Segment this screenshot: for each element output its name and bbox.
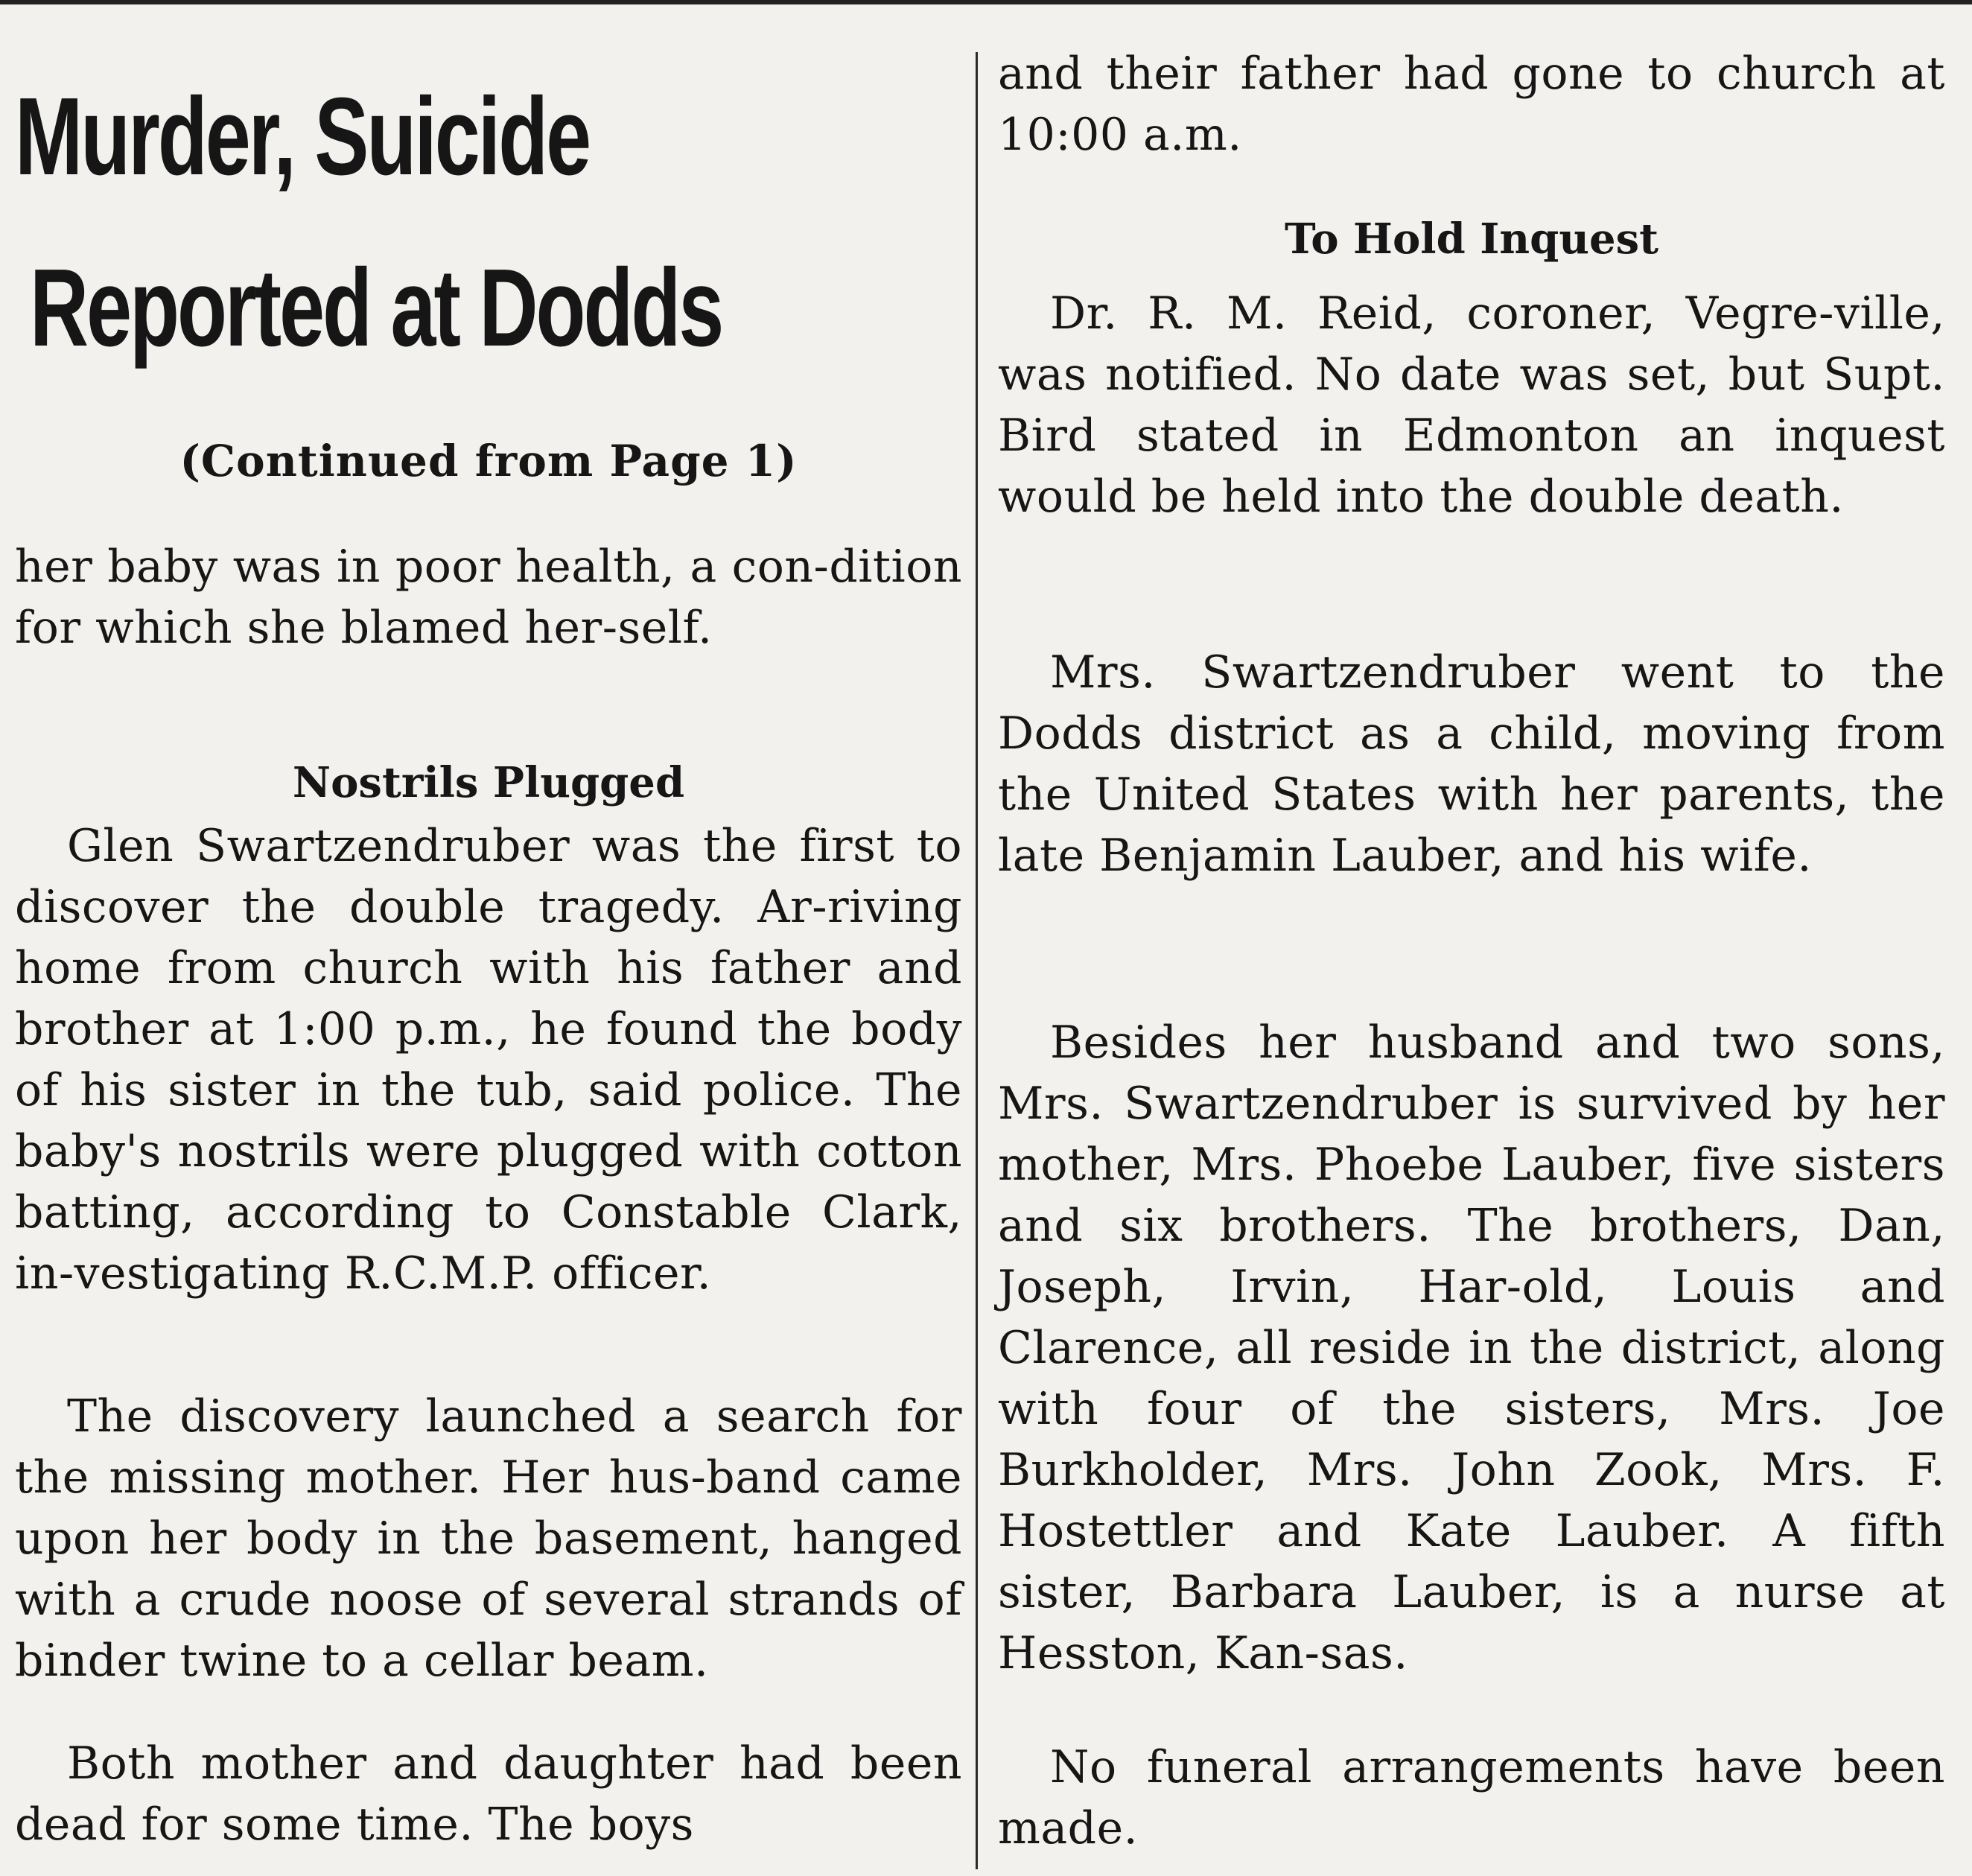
paragraph-survivors: Besides her husband and two sons, Mrs. Swartzendruber is survived by her mother, Mrs. Phoebe Lauber, five sisters and six brothers. The brothers, Dan, Joseph, Irvin, Har-old, Louis and Clarence, all reside in the district, along with four of the sisters, Mrs. Joe Burkholder, Mrs. John Zook, Mrs. F. Hostettler and Kate Lauber. A fifth sister, Barbara Lauber, is a nurse at Hesston, Kan-sas.	[998, 1017, 1945, 1679]
headline-line-1: Murder, Suicide	[15, 75, 590, 198]
paragraph-history: Mrs. Swartzendruber went to the Dodds district as a child, moving from the United States with her parents, the late Benjamin Lauber, and his wife.	[998, 646, 1945, 882]
paragraph-dead: Both mother and daughter had been dead for some time. The boys	[15, 1737, 962, 1851]
paragraph-funeral: No funeral arrangements have been made.	[998, 1741, 1945, 1854]
intro-paragraph: her baby was in poor health, a con-dition for which she blamed her-self.	[15, 541, 962, 654]
paragraph-continuation: and their father had gone to church at 10:00 a.m.	[998, 48, 1945, 161]
continued-from-note: (Continued from Page 1)	[179, 436, 798, 486]
paragraph-discovery: Glen Swartzendruber was the first to discover the double tragedy. Ar-riving home from church with his father and brother at 1:00 p.m., he found the body of his sister in the tub, said police. The baby's nostrils were plugged with cotton batting, according to Constable Clark, in-vestigating R.C.M.P. officer.	[15, 820, 962, 1300]
subhead-nostrils-plugged: Nostrils Plugged	[292, 758, 685, 807]
headline-line-2: Reported at Dodds	[30, 247, 722, 369]
column-divider	[976, 52, 978, 1869]
paragraph-coroner: Dr. R. M. Reid, coroner, Vegre-ville, was notified. No date was set, but Supt. Bird stated in Edmonton an inquest would be held into the double death.	[998, 287, 1945, 523]
subhead-to-hold-inquest: To Hold Inquest	[1284, 214, 1659, 264]
paragraph-search: The discovery launched a search for the missing mother. Her hus-band came upon her body in the basement, hanged with a crude noose of several strands of binder twine to a cellar beam.	[15, 1390, 962, 1687]
top-rule	[0, 0, 1972, 4]
